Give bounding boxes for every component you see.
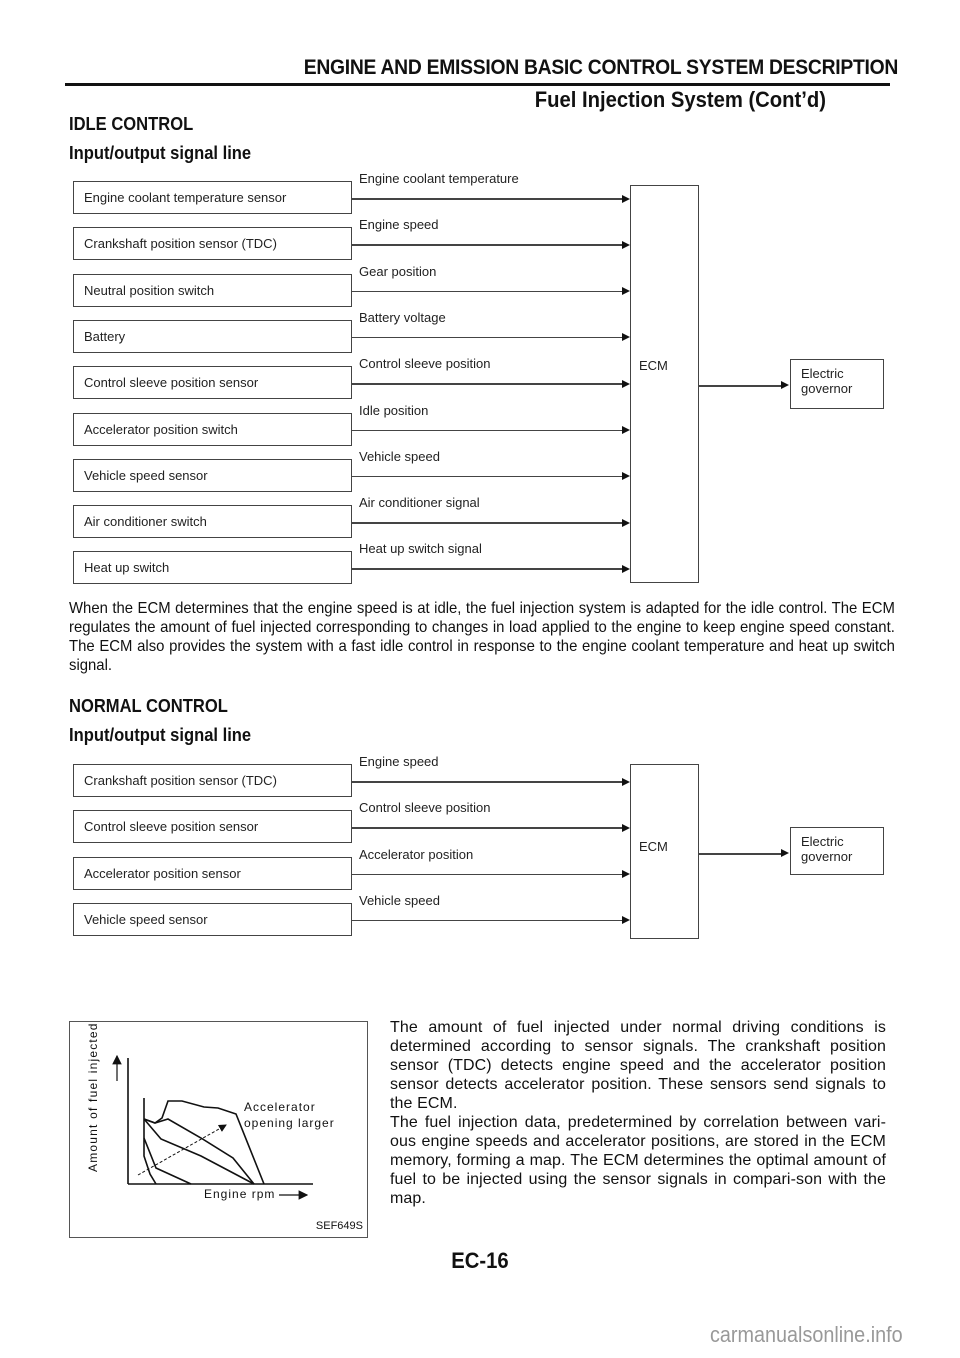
signal-label: Accelerator position bbox=[359, 846, 474, 862]
signal-label: Battery voltage bbox=[359, 309, 446, 325]
signal-line bbox=[352, 781, 622, 783]
signal-label: Control sleeve position bbox=[359, 356, 491, 372]
sensor-box: Accelerator position switch bbox=[73, 413, 352, 446]
arrow-head-icon bbox=[622, 870, 630, 878]
governor-label-line1: Electric bbox=[801, 366, 844, 381]
normal-control-heading: NORMAL CONTROL bbox=[69, 696, 228, 716]
signal-label: Engine speed bbox=[359, 754, 439, 769]
y-axis-label: Amount of fuel injected bbox=[86, 1022, 100, 1172]
sensor-box: Accelerator position sensor bbox=[73, 857, 352, 890]
signal-line bbox=[352, 568, 622, 570]
curve-4 bbox=[144, 1119, 254, 1184]
curve-3 bbox=[144, 1119, 254, 1184]
page-number: EC-16 bbox=[451, 1248, 509, 1273]
signal-label: Gear position bbox=[359, 263, 437, 279]
accelerator-trend-arrow-icon bbox=[138, 1125, 226, 1175]
governor-label-line2: governor bbox=[801, 381, 853, 396]
x-axis-label: Engine rpm bbox=[204, 1187, 276, 1201]
signal-line bbox=[352, 337, 622, 339]
signal-line bbox=[352, 920, 622, 922]
sensor-box: Engine coolant temperature sensor bbox=[73, 181, 352, 214]
normal-description-paragraph-1: The amount of fuel injected under normal driving conditions is determined according to sensor signals. The crankshaft position sensor (TDC) detects engine speed and the accelerator position sensor detects accelerator position. These sensors send signals to the ECM. bbox=[390, 1019, 886, 1112]
signal-line bbox=[352, 874, 622, 876]
signal-line bbox=[352, 476, 622, 478]
arrow-head-icon bbox=[622, 519, 630, 527]
document-title: ENGINE AND EMISSION BASIC CONTROL SYSTEM DESCRIPTION bbox=[303, 56, 898, 79]
arrow-head-icon bbox=[622, 380, 630, 388]
sensor-box: Crankshaft position sensor (TDC) bbox=[73, 227, 352, 260]
sensor-box: Air conditioner switch bbox=[73, 505, 352, 538]
signal-label: Vehicle speed bbox=[359, 892, 440, 908]
normal-electric-governor-box bbox=[790, 827, 884, 875]
normal-description-paragraph-2: The fuel injection data, predetermined by correlation between vari-ous engine speeds and accelerator positions, are stored in the ECM memory, forming a map. The ECM determines the optimal amount of fuel to be injected using the sensor signals in compari-son with the map. bbox=[390, 1114, 886, 1207]
arrow-head-icon bbox=[622, 778, 630, 786]
governor-label-line1: Electric bbox=[801, 834, 844, 849]
signal-line bbox=[352, 827, 622, 829]
arrow-head-icon bbox=[622, 565, 630, 573]
sensor-box: Heat up switch bbox=[73, 551, 352, 584]
annotation-line1: Accelerator bbox=[244, 1100, 316, 1114]
signal-label: Vehicle speed bbox=[359, 448, 440, 464]
signal-line bbox=[352, 291, 622, 293]
arrow-head-icon bbox=[622, 824, 630, 832]
arrow-head-icon bbox=[622, 287, 630, 295]
normal-ecm-label: ECM bbox=[639, 839, 668, 854]
arrow-head-icon bbox=[781, 381, 789, 389]
signal-line bbox=[352, 522, 622, 524]
signal-line bbox=[352, 430, 622, 432]
idle-output-line bbox=[699, 385, 781, 387]
signal-label: Air conditioner signal bbox=[359, 495, 480, 511]
arrow-head-icon bbox=[781, 849, 789, 857]
signal-label: Control sleeve position bbox=[359, 800, 491, 816]
watermark: carmanualsonline.info bbox=[710, 1322, 903, 1347]
signal-line bbox=[352, 383, 622, 385]
sensor-box: Vehicle speed sensor bbox=[73, 903, 352, 936]
idle-ecm-label: ECM bbox=[639, 358, 668, 373]
sensor-box: Control sleeve position sensor bbox=[73, 366, 352, 399]
signal-label: Engine speed bbox=[359, 217, 439, 233]
arrow-head-icon bbox=[622, 472, 630, 480]
signal-line bbox=[352, 244, 622, 246]
normal-control-description bbox=[390, 1018, 886, 1208]
normal-output-line bbox=[699, 853, 781, 855]
header-rule bbox=[65, 83, 890, 86]
idle-electric-governor-box bbox=[790, 359, 884, 409]
fuel-map-figure bbox=[69, 1021, 368, 1238]
sensor-box: Vehicle speed sensor bbox=[73, 459, 352, 492]
accelerator-annotation bbox=[244, 1099, 335, 1131]
signal-label: Heat up switch signal bbox=[359, 541, 482, 557]
normal-ecm-box bbox=[630, 764, 699, 939]
idle-control-heading: IDLE CONTROL bbox=[69, 114, 194, 134]
arrow-head-icon bbox=[622, 241, 630, 249]
sensor-box: Crankshaft position sensor (TDC) bbox=[73, 764, 352, 797]
arrow-head-icon bbox=[622, 426, 630, 434]
normal-control-subheading: Input/output signal line bbox=[69, 725, 252, 745]
governor-label-line2: governor bbox=[801, 849, 853, 864]
annotation-line2: opening larger bbox=[244, 1116, 335, 1130]
signal-line bbox=[352, 198, 622, 200]
arrow-head-icon bbox=[622, 916, 630, 924]
document-subtitle: Fuel Injection System (Cont’d) bbox=[534, 87, 826, 112]
idle-ecm-box bbox=[630, 185, 699, 583]
idle-control-description: When the ECM determines that the engine speed is at idle, the fuel injection system is adapted for the idle control. The ECM regulates the amount of fuel injected corresponding to changes in load applied to the engine to keep engine speed constant. The ECM also provides the system with a fast idle control in response to the engine coolant temperature and heat up switch signal. bbox=[69, 600, 895, 674]
idle-control-subheading: Input/output signal line bbox=[69, 143, 252, 163]
arrow-head-icon bbox=[622, 333, 630, 341]
sensor-box: Neutral position switch bbox=[73, 274, 352, 307]
signal-label: Engine coolant temperature bbox=[359, 171, 519, 186]
signal-label: Idle position bbox=[359, 402, 429, 418]
sensor-box: Control sleeve position sensor bbox=[73, 810, 352, 843]
figure-id: SEF649S bbox=[315, 1220, 363, 1232]
arrow-head-icon bbox=[622, 195, 630, 203]
sensor-box: Battery bbox=[73, 320, 352, 353]
